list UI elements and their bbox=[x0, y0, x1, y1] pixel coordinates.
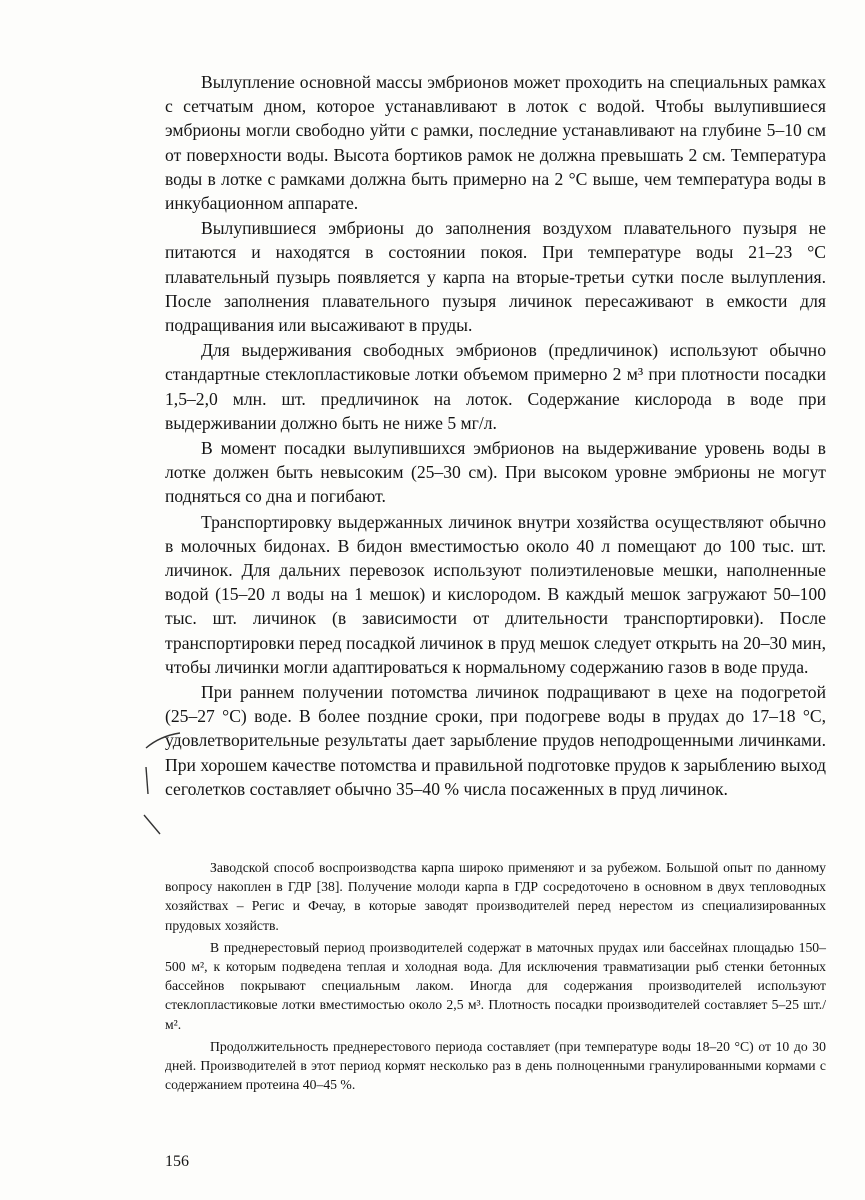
paragraph-transport: Транспортировку выдержанных личинок внутри хозяйства осуществляют обычно в молочных бидонах. В бидон вместимостью около 40 л помещают до 100 тыс. шт. личинок. Для дальних перевозок используют полиэтиленовые мешки, наполненные водой (15–20 л воды на 1 мешок) и кислородом. В каждый мешок загружают 50–100 тыс. шт. личинок (в зависимости от длительности транспортировки). После транспортировки перед посадкой личинок в пруд мешок следует открыть на 20–30 мин, чтобы личинки могли адаптироваться к нормальному содержанию газов в воде пруда. bbox=[165, 511, 826, 677]
small-paragraph-duration: Продолжительность преднерестового периода составляет (при температуре воды 18–20 °С) от 10 до 30 дней. Производителей в этот период кормят несколько раз в день полноценными гранулированными кормами с содержанием протеина 40–45 %. bbox=[165, 1038, 826, 1093]
paragraph-rearing: При раннем получении потомства личинок подращивают в цехе на подогретой (25–27 °С) воде. В более поздние сроки, при подогреве воды в прудах до 17–18 °С, удовлетворительные результаты дает зарыбление прудов неподрощенными личинками. При хорошем качестве потомства и правильной подготовке прудов к зарыблению выход сеголетков составляет обычно 35–40 % числа посаженных в пруд личинок. bbox=[165, 682, 826, 799]
paragraph-holding-trays: Для выдерживания свободных эмбрионов (предличинок) используют обычно стандартные стеклопластиковые лотки объемом примерно 2 м³ при плотности посадки 1,5–2,0 млн. шт. предличинок на лоток. Содержание кислорода в воде при выдерживании должно быть не ниже 5 мг/л. bbox=[165, 340, 826, 433]
small-paragraph-gdr: Заводской способ воспроизводства карпа широко применяют и за рубежом. Большой опыт по данному вопросу накоплен в ГДР [38]. Получение молоди карпа в ГДР сосредоточено в основном в двух тепловодных хозяйствах – Регис и Фечау, в которые заводят производителей перед нерестом из специализированных прудовых хозяйств. bbox=[165, 860, 826, 933]
page-number: 156 bbox=[165, 1153, 189, 1170]
paragraph-hatching-frames: Вылупление основной массы эмбрионов может проходить на специальных рамках с сетчатым дном, которое устанавливают в лоток с водой. Чтобы вылупившиеся эмбрионы могли свободно уйти с рамки, последние устанавливают на глубине 5–10 см от поверхности воды. Высота бортиков рамок не должна превышать 2 см. Температура воды в лотке с рамками должна быть примерно на 2 °С выше, чем температура воды в инкубационном аппарате. bbox=[165, 72, 826, 214]
paragraph-water-level: В момент посадки вылупившихся эмбрионов на выдерживание уровень воды в лотке должен быть невысоким (25–30 см). При высоком уровне эмбрионы не могут подняться со дна и погибают. bbox=[165, 438, 826, 507]
small-paragraph-prespawning: В преднерестовый период производителей содержат в маточных прудах или бассейнах площадью 150–500 м², к которым подведена теплая и холодная вода. Для исключения травматизации рыб стенки бетонных бассейнов покрывают специальным лаком. Иногда для содержания производителей используют стеклопластиковые лотки вместимостью около 2,5 м³. Плотность посадки производителей составляет 5–25 шт./м². bbox=[165, 939, 826, 1032]
small-print-text bbox=[165, 858, 826, 1097]
paragraph-swim-bladder: Вылупившиеся эмбрионы до заполнения воздухом плавательного пузыря не питаются и находятся в состоянии покоя. При температуре воды 21–23 °С плавательный пузырь появляется у карпа на вторые-третьи сутки после вылупления. После заполнения плавательного пузыря личинок пересаживают в емкости для подращивания или высаживают в пруды. bbox=[165, 218, 826, 336]
